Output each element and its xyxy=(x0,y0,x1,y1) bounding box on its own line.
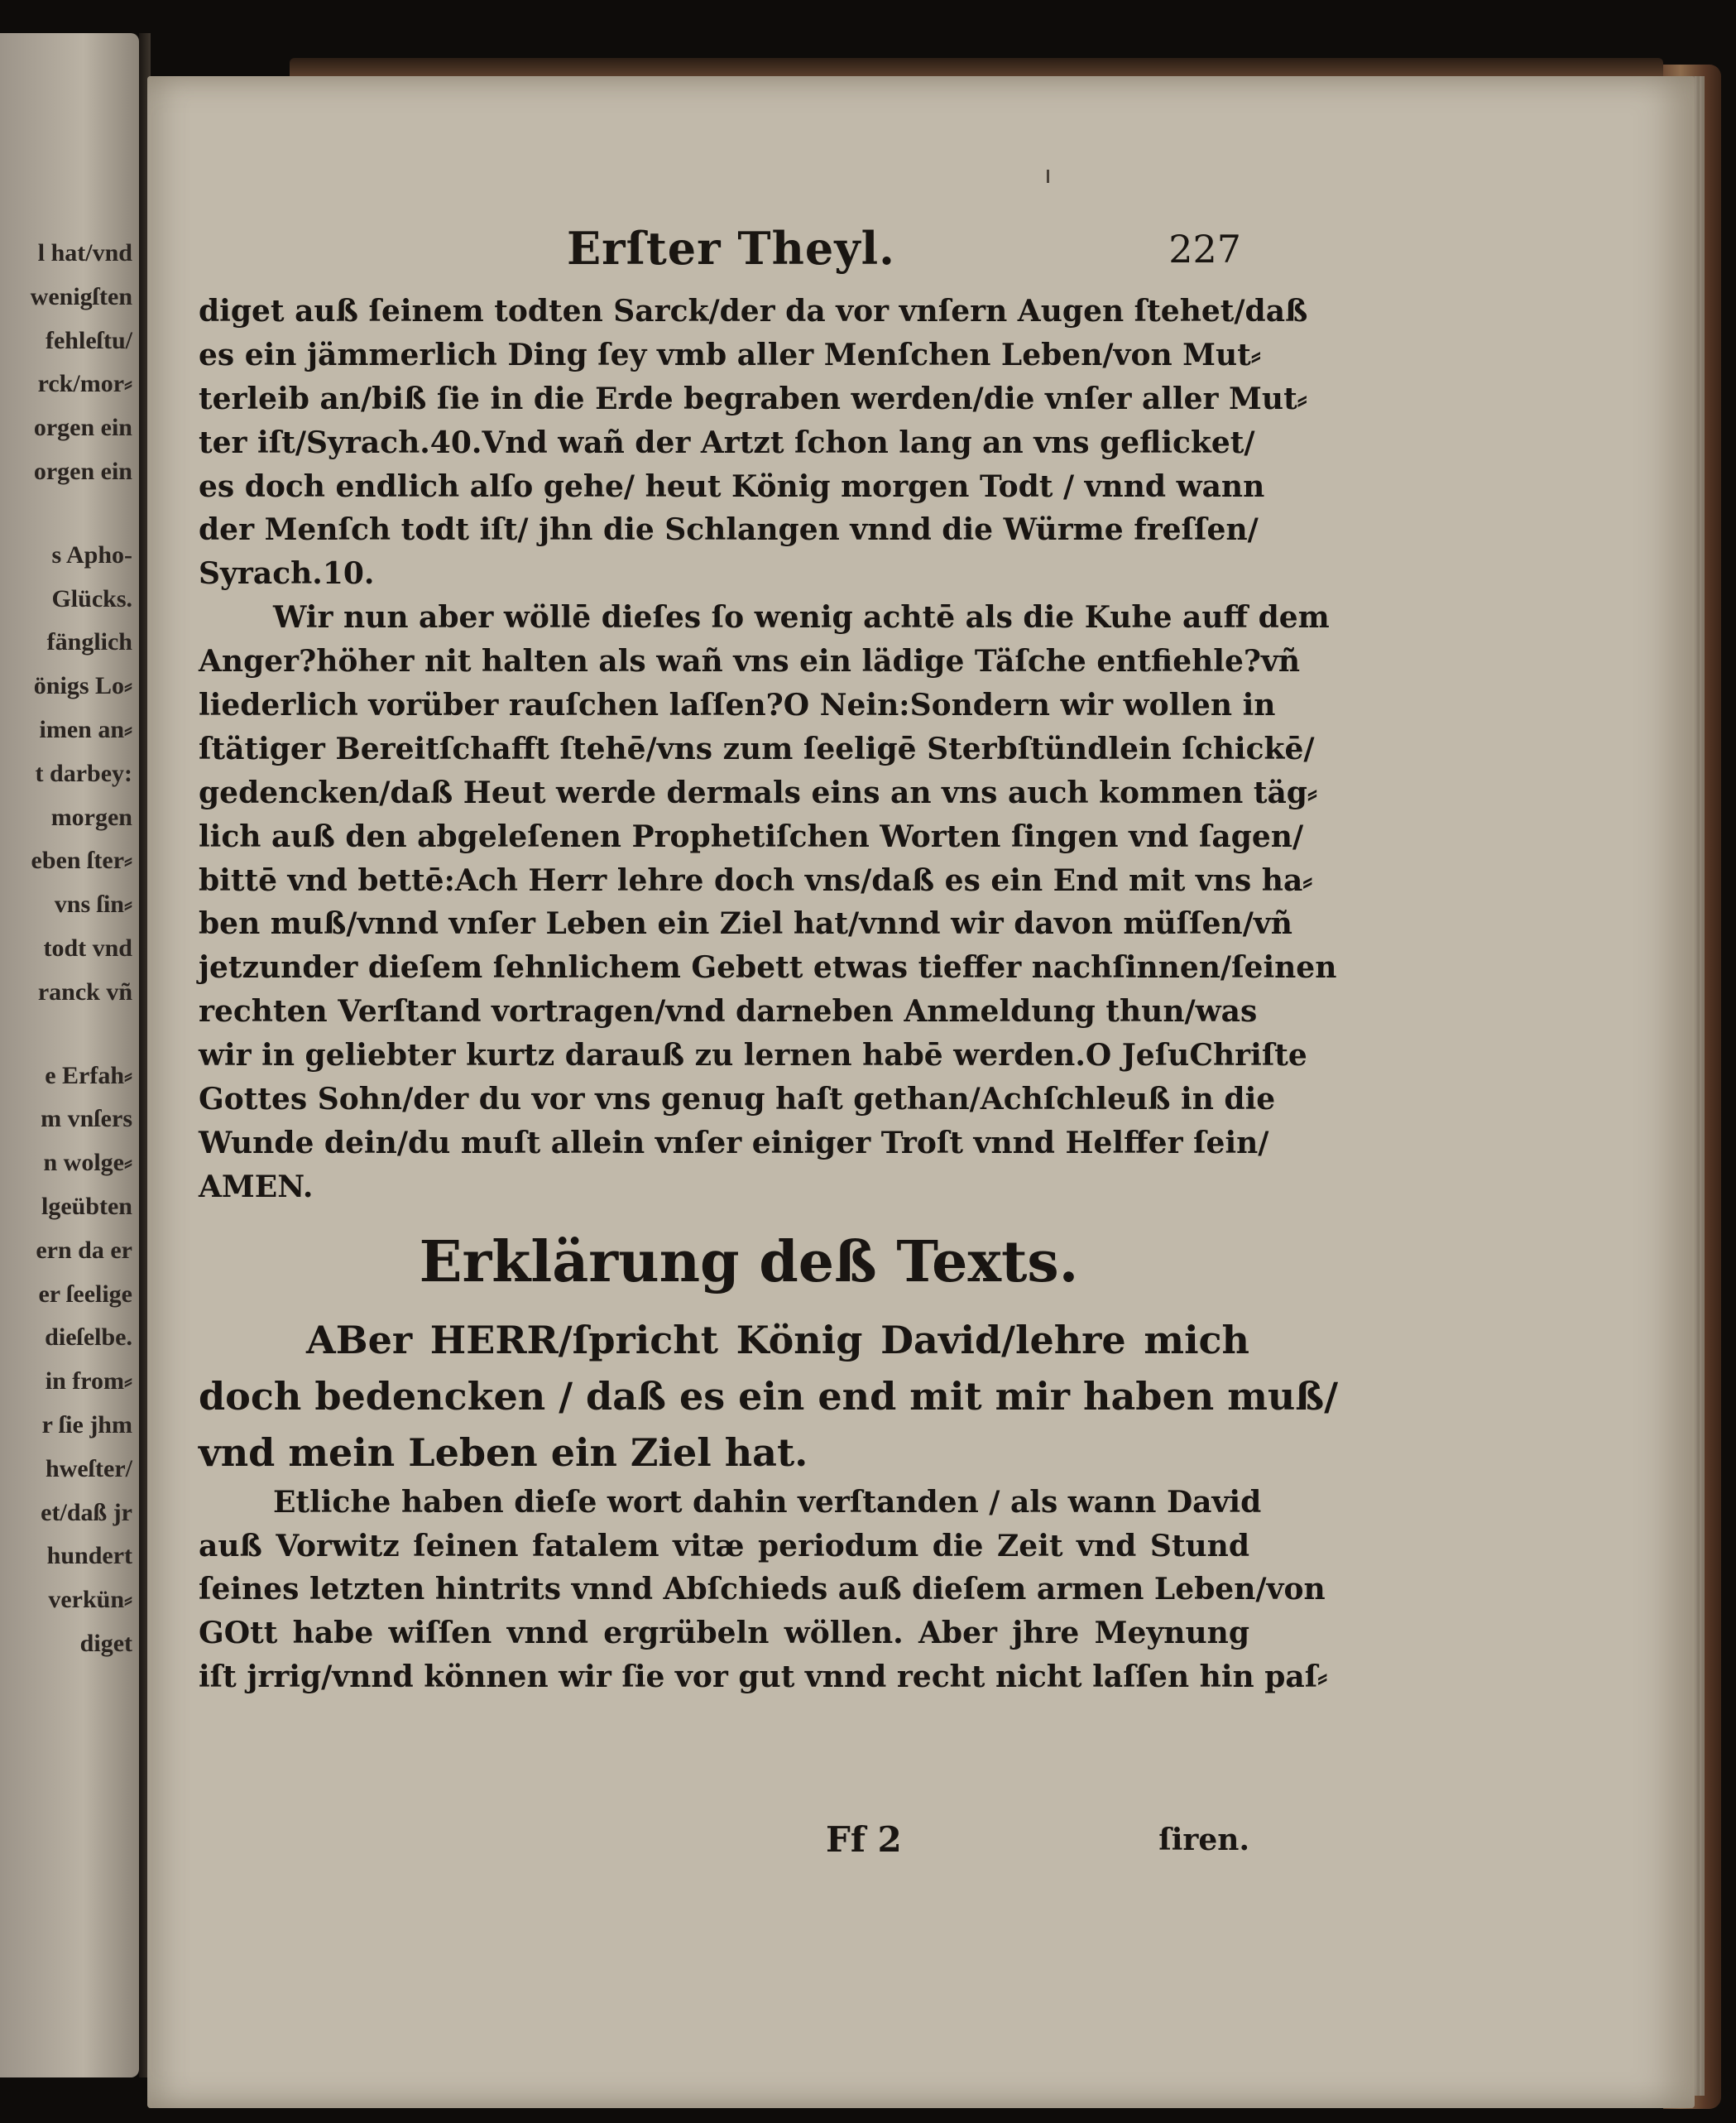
page-header xyxy=(199,222,1241,280)
left-page-line: fehleſtu/ xyxy=(46,326,132,354)
left-page-line: orgen ein xyxy=(33,414,132,442)
left-page-line: önigs Lo⸗ xyxy=(33,672,132,700)
left-page-line: in from⸗ xyxy=(45,1367,132,1395)
left-page-line: orgen ein xyxy=(33,457,132,485)
left-page xyxy=(0,33,139,2077)
catchword: ſiren. xyxy=(1158,1823,1249,1857)
text-line: Gottes Sohn/der du vor vns genug haſt gethan/Achſchleuß in die xyxy=(199,1082,1276,1117)
left-page-line xyxy=(0,1015,132,1054)
text-line: ben muß/vnnd vnſer Leben ein Ziel hat/vnnd wir davon müſſen/vñ xyxy=(199,906,1292,942)
left-page-line: imen an⸗ xyxy=(39,715,132,743)
page-number: 227 xyxy=(1168,227,1241,271)
text-line: GOtt habe wiſſen vnnd ergrübeln wöllen. Aber jhre Meynung xyxy=(199,1616,1249,1651)
left-page-line: s Apho- xyxy=(51,540,132,569)
text-line: Anger?höher nit halten als wañ vns ein lädige Täſche entfiehle?vñ xyxy=(199,644,1301,680)
left-page-line: hweſter/ xyxy=(46,1454,132,1482)
text-line: doch bedencken / daß es ein end mit mir haben muß/ xyxy=(199,1373,1339,1419)
left-page-line: diget xyxy=(79,1629,132,1657)
text-line: auß Vorwitz ſeinen fatalem vitæ periodum die Zeit vnd Stund xyxy=(199,1528,1249,1563)
left-page-line: hundert xyxy=(46,1542,132,1570)
left-page-line: morgen xyxy=(50,803,132,831)
text-line: terleib an/biß ſie in die Erde begraben werden/die vnſer aller Mut⸗ xyxy=(199,381,1307,416)
left-page-line: ern da er xyxy=(36,1236,132,1264)
left-page-line: rck/mor⸗ xyxy=(37,370,132,398)
text-line: ſtätiger Bereitſchafft ſtehē/vns zum ſeeligē Sterbſtündlein ſchickē/ xyxy=(199,731,1315,766)
text-line: AMEN. xyxy=(199,1169,314,1204)
left-page-line: n wolge⸗ xyxy=(43,1149,132,1177)
left-page-line: l hat/vnd xyxy=(37,239,132,267)
text-line: Etliche haben dieſe wort dahin verſtanden / als wann David xyxy=(273,1484,1262,1520)
left-page-line: r ſie jhm xyxy=(41,1410,132,1439)
text-line: Wunde dein/du muſt allein vnſer einiger Troſt vnnd Helffer ſein/ xyxy=(199,1125,1269,1160)
text-line: es doch endlich alſo gehe/ heut König morgen Todt / vnnd wann xyxy=(199,468,1265,504)
left-page-line: dieſelbe. xyxy=(45,1323,132,1352)
paragraph-2 xyxy=(199,596,1337,1208)
text-line: Syrach.10. xyxy=(199,556,375,592)
left-page-line: ranck vñ xyxy=(37,977,132,1006)
left-page-text xyxy=(0,232,132,1666)
paragraph-3 xyxy=(199,1312,1339,1481)
page-footer xyxy=(199,1819,1249,1869)
left-page-line: wenigſten xyxy=(30,282,132,310)
left-page-line: todt vnd xyxy=(43,934,132,962)
left-page-line: lgeübten xyxy=(41,1192,132,1220)
left-page-line: m vnſers xyxy=(41,1105,132,1133)
left-page-line: vns ſin⸗ xyxy=(54,891,132,919)
ink-mark xyxy=(1047,170,1049,183)
left-page-line: fänglich xyxy=(46,628,132,656)
text-line: der Menſch todt iſt/ jhn die Schlangen vnnd die Würme freſſen/ xyxy=(199,512,1259,548)
left-page-line: verkün⸗ xyxy=(48,1586,132,1614)
text-line: ABer HERR/ſpricht König David/lehre mich xyxy=(306,1317,1249,1362)
paragraph-1 xyxy=(199,290,1308,596)
left-page-line: et/daß jr xyxy=(41,1498,132,1526)
text-line: ſeines letzten hintrits vnnd Abſchieds auß dieſem armen Leben/von xyxy=(199,1572,1326,1607)
running-title: Erſter Theyl. xyxy=(567,222,895,275)
text-line: rechten Verſtand vortragen/vnd darneben Anmeldung thun/was xyxy=(199,994,1258,1030)
left-page-line: eben ſter⸗ xyxy=(31,847,132,875)
text-line: jetzunder dieſem ſehnlichem Gebett etwas tieffer nachſinnen/ſeinen xyxy=(199,950,1337,986)
text-line: liederlich vorüber rauſchen laſſen?O Nein:Sondern wir wollen in xyxy=(199,688,1276,723)
text-line: vnd mein Leben ein Ziel hat. xyxy=(199,1429,808,1475)
text-line: wir in geliebter kurtz darauß zu lernen habē werden.O JeſuChriſte xyxy=(199,1038,1307,1074)
left-page-line: er ſeelige xyxy=(38,1280,132,1308)
left-page-line: t darbey: xyxy=(35,759,132,787)
page-body xyxy=(199,290,1339,1699)
text-line: gedencken/daß Heut werde dermals eins an vns auch kommen täg⸗ xyxy=(199,775,1317,810)
text-line: Wir nun aber wöllē dieſes ſo wenig achtē als die Kuhe auff dem xyxy=(273,600,1330,636)
text-line: ter iſt/Syrach.40.Vnd wañ der Artzt ſchon lang an vns geflicket/ xyxy=(199,425,1255,460)
left-page-line: Glücks. xyxy=(51,584,132,612)
left-page-line xyxy=(0,494,132,534)
signature-mark: Ff 2 xyxy=(826,1819,902,1860)
section-heading: Erklärung deß Texts. xyxy=(419,1228,1079,1295)
text-line: bittē vnd bettē:Ach Herr lehre doch vns/daß es ein End mit vns ha⸗ xyxy=(199,862,1313,898)
text-line: iſt jrrig/vnnd können wir ſie vor gut vnnd recht nicht laſſen hin paſ⸗ xyxy=(199,1659,1328,1695)
left-page-line: e Erfah⸗ xyxy=(45,1061,132,1089)
paragraph-4 xyxy=(199,1481,1328,1699)
text-line: diget auß ſeinem todten Sarck/der da vor vnſern Augen ſtehet/daß xyxy=(199,294,1308,329)
text-line: es ein jämmerlich Ding ſey vmb aller Menſchen Leben/von Mut⸗ xyxy=(199,337,1261,372)
text-line: lich auß den abgeleſenen Prophetiſchen Worten ſingen vnd ſagen/ xyxy=(199,819,1304,854)
